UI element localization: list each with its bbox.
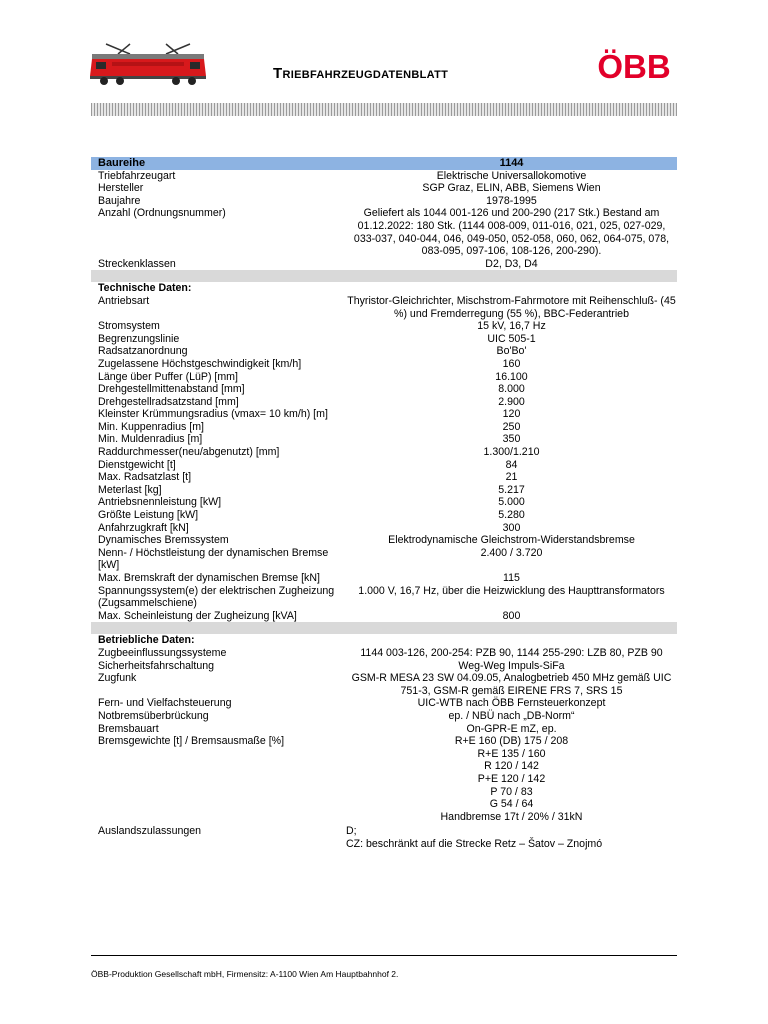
table-row xyxy=(91,421,677,434)
row-label: Dienstgewicht [t] xyxy=(98,458,176,471)
value-line: P 70 / 83 xyxy=(490,785,533,798)
row-value: Weg-Weg Impuls-SiFa xyxy=(458,659,565,672)
row-value: 5.000 xyxy=(498,496,525,509)
row-value: 250 xyxy=(502,420,521,433)
general-data xyxy=(91,170,677,271)
row-value: 115 xyxy=(503,572,520,584)
table-row xyxy=(91,358,677,371)
row-label: Begrenzungslinie xyxy=(98,332,180,345)
row-label: Meterlast [kg] xyxy=(98,483,162,496)
ausland-row xyxy=(91,825,677,850)
table-row xyxy=(91,195,677,208)
value-line: P+E 120 / 142 xyxy=(477,772,546,785)
table-row xyxy=(91,585,677,610)
table-row xyxy=(91,207,677,257)
row-label: Länge über Puffer (LüP) [mm] xyxy=(98,370,238,383)
row-label: Max. Bremskraft der dynamischen Bremse [kN] xyxy=(98,572,320,584)
obb-logo xyxy=(590,48,678,84)
row-value: 8.000 xyxy=(498,383,525,396)
ops-data xyxy=(91,647,677,735)
brems-values xyxy=(346,735,677,823)
footer-text: ÖBB-Produktion Gesellschaft mbH, Firmensitz: A-1100 Wien Am Hauptbahnhof 2. xyxy=(91,969,399,979)
table-row xyxy=(91,433,677,446)
locomotive-image xyxy=(88,40,208,86)
row-value: SGP Graz, ELIN, ABB, Siemens Wien xyxy=(422,182,601,195)
row-value: 21 xyxy=(505,471,518,484)
row-value: 16.100 xyxy=(495,370,528,383)
table-row xyxy=(91,572,677,585)
value-line: D; xyxy=(346,825,357,838)
value-line: R+E 160 (DB) 175 / 208 xyxy=(454,735,569,748)
baureihe-row xyxy=(91,157,677,170)
table-row xyxy=(91,522,677,535)
row-label: Bremsbauart xyxy=(98,722,159,735)
row-value: UIC 505-1 xyxy=(487,332,536,345)
value-line: R+E 135 / 160 xyxy=(477,747,546,760)
table-row xyxy=(91,446,677,459)
page-title: Triebfahrzeugdatenblatt xyxy=(273,65,449,82)
row-value: 800 xyxy=(502,609,521,622)
row-label: Hersteller xyxy=(98,182,144,195)
header-divider xyxy=(91,103,677,116)
table-row xyxy=(91,660,677,673)
row-label: Triebfahrzeugart xyxy=(98,169,176,182)
row-label: Raddurchmesser(neu/abgenutzt) [mm] xyxy=(98,446,280,459)
row-value: Elektrodynamische Gleichstrom-Widerstandsbremse xyxy=(388,534,635,547)
brems-row xyxy=(91,735,677,823)
row-value: 350 xyxy=(502,433,521,446)
ops-section-title: Betriebliche Daten: xyxy=(98,634,195,647)
row-label: Radsatzanordnung xyxy=(98,345,188,358)
row-value: Elektrische Universallokomotive xyxy=(436,169,587,182)
row-value: 2.400 / 3.720 xyxy=(480,546,543,559)
table-row xyxy=(91,547,677,572)
row-value: 1144 003-126, 200-254: PZB 90, 1144 255-290: LZB 80, PZB 90 xyxy=(360,646,663,659)
row-value: Thyristor-Gleichrichter, Mischstrom-Fahrmotore mit Reihenschluß- (45 %) und Fremderregung (55 %), BBC-Federantrieb xyxy=(347,294,676,320)
value-line: CZ: beschränkt auf die Strecke Retz – Šatov – Znojmó xyxy=(346,837,603,850)
value-line: G 54 / 64 xyxy=(489,798,534,811)
table-row xyxy=(91,723,677,736)
row-label: Stromsystem xyxy=(98,320,160,333)
row-label: Spannungssystem(e) der elektrischen Zugheizung (Zugsammelschiene) xyxy=(98,584,335,610)
table-row xyxy=(91,408,677,421)
row-label: Fern- und Vielfachsteuerung xyxy=(98,697,232,710)
section-divider xyxy=(91,622,677,634)
row-label: Zugbeeinflussungssysteme xyxy=(98,646,227,659)
row-label: Anzahl (Ordnungsnummer) xyxy=(98,207,226,220)
table-row xyxy=(91,647,677,660)
row-label: Drehgestellradsatzstand [mm] xyxy=(98,395,239,408)
section-divider xyxy=(91,270,677,282)
table-row xyxy=(91,697,677,710)
row-label: Baujahre xyxy=(98,194,141,207)
row-label: Nenn- / Höchstleistung der dynamischen Bremse [kW] xyxy=(98,546,329,572)
row-label: Antriebsnennleistung [kW] xyxy=(98,496,222,509)
baureihe-value: 1144 xyxy=(499,157,524,169)
row-value: Geliefert als 1044 001-126 und 200-290 (217 Stk.) Bestand am 01.12.2022: 180 Stk. (1144 008-009, 011-016, 021, 025, 027-029, 033-037, 040-044, 046, 049-050, 052-058, 060, 062, 064-075, 078, 083-095, 097-106, 108-126, 200-290). xyxy=(353,207,670,258)
row-value: On-GPR-E mZ, ep. xyxy=(466,722,557,735)
row-label: Dynamisches Bremssystem xyxy=(98,534,229,547)
table-row xyxy=(91,534,677,547)
tech-section-title: Technische Daten: xyxy=(98,282,192,295)
ausland-label: Auslandszulassungen xyxy=(98,825,202,838)
row-value: ep. / NBÜ nach „DB-Norm“ xyxy=(448,709,575,722)
footer-rule xyxy=(91,955,677,956)
table-row xyxy=(91,371,677,384)
ausland-values xyxy=(346,825,677,850)
table-row xyxy=(91,610,677,623)
row-label: Zugelassene Höchstgeschwindigkeit [km/h] xyxy=(98,357,302,370)
table-row xyxy=(91,295,677,320)
table-row xyxy=(91,509,677,522)
table-row xyxy=(91,345,677,358)
row-label: Anfahrzugkraft [kN] xyxy=(98,521,189,534)
row-label: Antriebsart xyxy=(98,294,150,307)
row-label: Min. Muldenradius [m] xyxy=(98,433,203,446)
row-label: Max. Scheinleistung der Zugheizung [kVA] xyxy=(98,609,297,622)
table-row xyxy=(91,710,677,723)
table-row xyxy=(91,320,677,333)
row-label: Kleinster Krümmungsradius (vmax= 10 km/h) [m] xyxy=(98,408,328,421)
row-value: 84 xyxy=(505,458,518,471)
row-label: Max. Radsatzlast [t] xyxy=(98,471,192,484)
table-row xyxy=(91,258,677,271)
value-line: Handbremse 17t / 20% / 31kN xyxy=(440,810,583,823)
row-value: Bo'Bo' xyxy=(496,345,527,358)
table-row xyxy=(91,459,677,472)
row-label: Größte Leistung [kW] xyxy=(98,509,199,522)
table-row xyxy=(91,496,677,509)
row-label: Zugfunk xyxy=(98,672,137,685)
row-value: 5.217 xyxy=(498,483,525,496)
row-label: Streckenklassen xyxy=(98,257,176,270)
svg-text:ÖBB: ÖBB xyxy=(597,48,671,84)
row-value: 120 xyxy=(502,408,521,421)
table-row xyxy=(91,396,677,409)
table-row xyxy=(91,484,677,497)
tech-data xyxy=(91,295,677,622)
brems-label: Bremsgewichte [t] / Bremsausmaße [%] xyxy=(98,735,285,748)
row-value: 5.280 xyxy=(498,509,525,522)
table-row xyxy=(91,383,677,396)
row-label: Sicherheitsfahrschaltung xyxy=(98,659,215,672)
row-value: UIC-WTB nach ÖBB Fernsteuerkonzept xyxy=(417,697,606,710)
row-value: 1.000 V, 16,7 Hz, über die Heizwicklung des Haupttransformators xyxy=(358,584,665,597)
row-value: D2, D3, D4 xyxy=(485,257,538,270)
row-value: 2.900 xyxy=(498,395,525,408)
baureihe-label: Baureihe xyxy=(98,157,146,169)
table-row xyxy=(91,170,677,183)
value-line: R 120 / 142 xyxy=(484,760,539,773)
row-label: Min. Kuppenradius [m] xyxy=(98,420,204,433)
row-value: 1.300/1.210 xyxy=(483,446,540,459)
row-label: Drehgestellmittenabstand [mm] xyxy=(98,383,245,396)
row-value: 160 xyxy=(502,357,521,370)
table-row xyxy=(91,672,677,697)
row-value: GSM-R MESA 23 SW 04.09.05, Analogbetrieb 450 MHz gemäß UIC 751-3, GSM-R gemäß EIRENE FRS 7, SRS 15 xyxy=(351,672,672,697)
table-row xyxy=(91,333,677,346)
row-value: 300 xyxy=(502,521,521,534)
row-label: Notbremsüberbrückung xyxy=(98,709,209,722)
table-row xyxy=(91,471,677,484)
row-value: 15 kV, 16,7 Hz xyxy=(477,320,546,333)
row-value: 1978-1995 xyxy=(486,194,537,207)
datasheet-table xyxy=(91,157,677,850)
table-row xyxy=(91,182,677,195)
